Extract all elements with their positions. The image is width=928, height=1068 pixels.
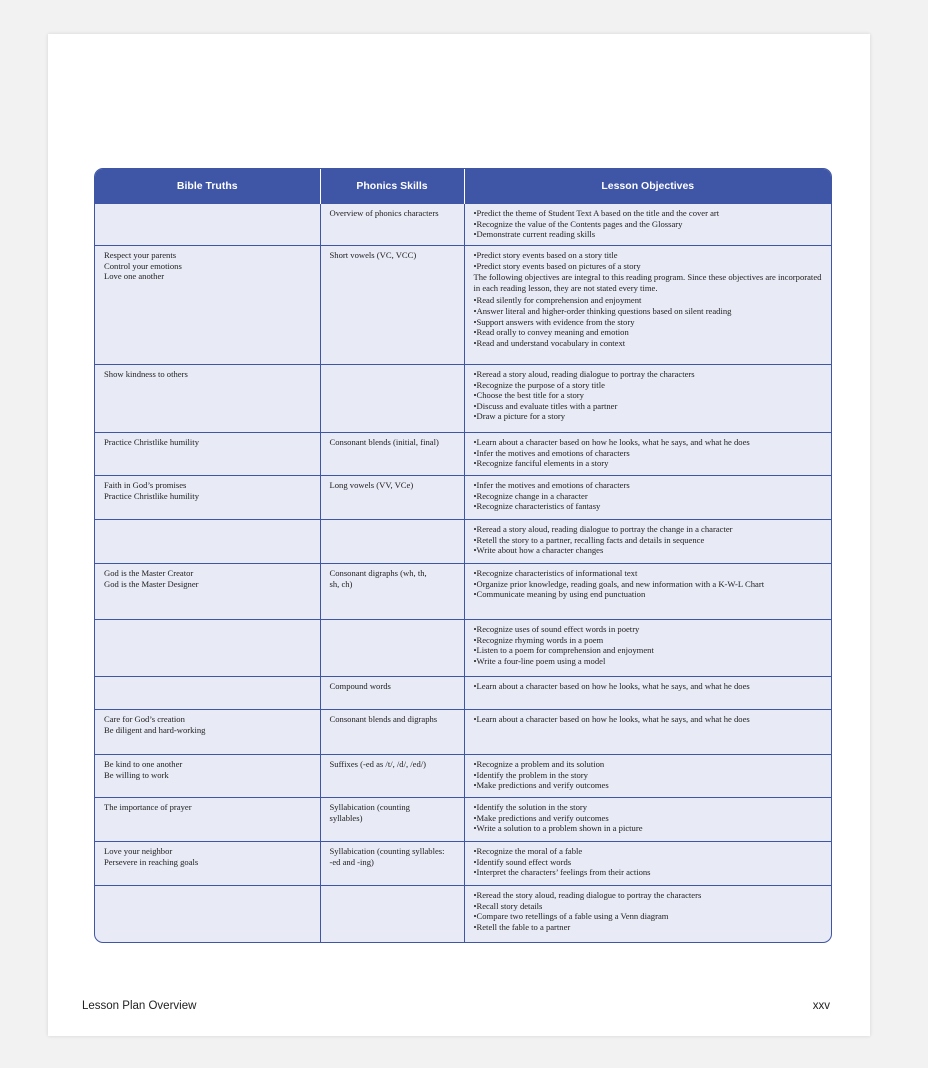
table-row bbox=[95, 620, 831, 677]
objective-item: •Interpret the characters’ feelings from their actions bbox=[473, 867, 651, 878]
phonics-skill-item: Consonant blends and digraphs bbox=[329, 714, 438, 724]
phonics-skill-item: Compound words bbox=[329, 681, 391, 691]
objective-item: •Read and understand vocabulary in context bbox=[473, 337, 626, 348]
bible-truths-cell bbox=[95, 564, 320, 620]
phonics-skill-item: Long vowels (VV, VCe) bbox=[329, 480, 414, 490]
phonics-skills-cell bbox=[320, 798, 464, 842]
phonics-skill-item: syllables) bbox=[329, 812, 363, 823]
phonics-skills-cell bbox=[320, 620, 464, 677]
objective-item: •Recognize the value of the Contents pages and the Glossary bbox=[473, 218, 683, 229]
bible-truth-item: Control your emotions bbox=[104, 260, 182, 271]
lesson-plan-table bbox=[95, 169, 831, 942]
phonics-skills-cell bbox=[320, 433, 464, 476]
table-row bbox=[95, 204, 831, 246]
objective-item: •Discuss and evaluate titles with a partner bbox=[473, 400, 618, 411]
table-row bbox=[95, 246, 831, 365]
lesson-objectives-cell bbox=[464, 564, 831, 620]
bible-truths-cell bbox=[95, 204, 320, 246]
objective-item: •Choose the best title for a story bbox=[473, 390, 584, 401]
objective-item: •Support answers with evidence from the story bbox=[473, 316, 635, 327]
bible-truth-item: Care for God’s creation bbox=[104, 714, 185, 724]
phonics-skill-item: Consonant digraphs (wh, th, bbox=[329, 568, 427, 578]
bible-truth-item: God is the Master Designer bbox=[104, 578, 199, 589]
header-lesson-objectives: Lesson Objectives bbox=[464, 169, 831, 204]
objective-item: •Infer the motives and emotions of characters bbox=[473, 480, 630, 490]
objective-item: •Learn about a character based on how he looks, what he says, and what he does bbox=[473, 681, 750, 691]
objective-item: •Infer the motives and emotions of characters bbox=[473, 447, 630, 458]
phonics-skill-item: Consonant blends (initial, final) bbox=[329, 437, 439, 447]
bible-truths-cell bbox=[95, 842, 320, 886]
objective-item: •Recognize the moral of a fable bbox=[473, 846, 583, 856]
bible-truth-item: Faith in God’s promises bbox=[104, 480, 187, 490]
objective-item: •Make predictions and verify outcomes bbox=[473, 812, 609, 823]
bible-truths-cell bbox=[95, 476, 320, 520]
header-phonics-skills: Phonics Skills bbox=[320, 169, 464, 204]
objective-item: •Identify the problem in the story bbox=[473, 769, 588, 780]
phonics-skills-cell bbox=[320, 886, 464, 942]
objective-item: •Predict the theme of Student Text A based on the title and the cover art bbox=[473, 208, 720, 218]
lesson-objectives-cell bbox=[464, 755, 831, 798]
lesson-objectives-cell bbox=[464, 520, 831, 564]
phonics-skill-item: Overview of phonics characters bbox=[329, 208, 439, 218]
objective-item: •Recognize characteristics of informational text bbox=[473, 568, 638, 578]
objective-item: •Write a four-line poem using a model bbox=[473, 655, 606, 666]
lesson-objectives-cell bbox=[464, 677, 831, 710]
lesson-plan-table-frame bbox=[94, 168, 832, 943]
bible-truths-cell bbox=[95, 520, 320, 564]
table-row bbox=[95, 520, 831, 564]
bible-truth-item: Love your neighbor bbox=[104, 846, 173, 856]
objective-item: •Answer literal and higher-order thinking questions based on silent reading bbox=[473, 305, 732, 316]
bible-truths-cell bbox=[95, 246, 320, 365]
objective-item: •Recall story details bbox=[473, 900, 543, 911]
bible-truths-cell bbox=[95, 620, 320, 677]
objective-item: •Draw a picture for a story bbox=[473, 411, 566, 422]
objective-item: •Recognize uses of sound effect words in poetry bbox=[473, 624, 640, 634]
bible-truths-cell bbox=[95, 798, 320, 842]
objective-item: •Identify sound effect words bbox=[473, 856, 572, 867]
table-body bbox=[95, 204, 831, 942]
table-row bbox=[95, 886, 831, 942]
objective-item: •Write a solution to a problem shown in a picture bbox=[473, 823, 643, 834]
phonics-skills-cell bbox=[320, 842, 464, 886]
bible-truth-item: Practice Christlike humility bbox=[104, 437, 199, 447]
bible-truth-item: Persevere in reaching goals bbox=[104, 856, 199, 867]
phonics-skill-item: Syllabication (counting syllables: bbox=[329, 846, 445, 856]
bible-truths-cell bbox=[95, 365, 320, 433]
phonics-skills-cell bbox=[320, 677, 464, 710]
objective-item: •Communicate meaning by using end punctuation bbox=[473, 589, 646, 600]
table-row bbox=[95, 677, 831, 710]
objective-item: •Learn about a character based on how he looks, what he says, and what he does bbox=[473, 714, 750, 724]
lesson-objectives-cell bbox=[464, 433, 831, 476]
lesson-objectives-cell bbox=[464, 620, 831, 677]
bible-truths-cell bbox=[95, 755, 320, 798]
phonics-skills-cell bbox=[320, 755, 464, 798]
lesson-objectives-cell bbox=[464, 710, 831, 755]
table-row bbox=[95, 842, 831, 886]
phonics-skills-cell bbox=[320, 365, 464, 433]
phonics-skills-cell bbox=[320, 710, 464, 755]
table-row bbox=[95, 476, 831, 520]
phonics-skill-item: Short vowels (VC, VCC) bbox=[329, 250, 417, 260]
document-page bbox=[48, 34, 870, 1036]
bible-truth-item: Be willing to work bbox=[104, 769, 169, 780]
lesson-objectives-cell bbox=[464, 842, 831, 886]
objective-item: •Read silently for comprehension and enjoyment bbox=[473, 295, 642, 306]
objective-item: •Retell the story to a partner, recalling facts and details in sequence bbox=[473, 534, 705, 545]
objective-item: •Recognize characteristics of fantasy bbox=[473, 501, 601, 512]
bible-truth-item: God is the Master Creator bbox=[104, 568, 194, 578]
phonics-skills-cell bbox=[320, 564, 464, 620]
objective-item: •Recognize change in a character bbox=[473, 490, 588, 501]
phonics-skills-cell bbox=[320, 246, 464, 365]
objective-item: •Predict story events based on a story title bbox=[473, 250, 618, 260]
objective-item: •Learn about a character based on how he looks, what he says, and what he does bbox=[473, 437, 750, 447]
phonics-skill-item: Suffixes (-ed as /t/, /d/, /ed/) bbox=[329, 759, 427, 769]
objective-item: •Demonstrate current reading skills bbox=[473, 229, 596, 240]
objective-item: •Compare two retellings of a fable using a Venn diagram bbox=[473, 911, 669, 922]
phonics-skills-cell bbox=[320, 476, 464, 520]
phonics-skill-item: sh, ch) bbox=[329, 578, 353, 589]
bible-truth-item: Respect your parents bbox=[104, 250, 177, 260]
table-row bbox=[95, 564, 831, 620]
objective-item: •Reread a story aloud, reading dialogue to portray the change in a character bbox=[473, 524, 733, 534]
bible-truths-cell bbox=[95, 710, 320, 755]
bible-truth-item: Be diligent and hard-working bbox=[104, 724, 206, 735]
objective-item: •Recognize the purpose of a story title bbox=[473, 379, 605, 390]
lesson-objectives-cell bbox=[464, 886, 831, 942]
bible-truth-item: The importance of prayer bbox=[104, 802, 192, 812]
header-bible-truths: Bible Truths bbox=[95, 169, 320, 204]
objective-item: The following objectives are integral to this reading program. Since these objectives are incorporated in each reading lesson, they are not stated every time. bbox=[473, 272, 822, 293]
objective-item: •Reread the story aloud, reading dialogue to portray the characters bbox=[473, 890, 702, 900]
bible-truth-item: Show kindness to others bbox=[104, 369, 188, 379]
footer-title: Lesson Plan Overview bbox=[82, 1000, 197, 1012]
table-row bbox=[95, 365, 831, 433]
phonics-skill-item: -ed and -ing) bbox=[329, 856, 374, 867]
table-row bbox=[95, 755, 831, 798]
table-row bbox=[95, 710, 831, 755]
lesson-objectives-cell bbox=[464, 246, 831, 365]
bible-truth-item: Be kind to one another bbox=[104, 759, 183, 769]
objective-item: •Recognize a problem and its solution bbox=[473, 759, 605, 769]
bible-truths-cell bbox=[95, 433, 320, 476]
lesson-objectives-cell bbox=[464, 476, 831, 520]
objective-item: •Write about how a character changes bbox=[473, 545, 604, 556]
objective-item: •Organize prior knowledge, reading goals, and new information with a K-W-L Chart bbox=[473, 578, 765, 589]
objective-item: •Recognize rhyming words in a poem bbox=[473, 634, 604, 645]
objective-item: •Recognize fanciful elements in a story bbox=[473, 458, 609, 469]
bible-truths-cell bbox=[95, 886, 320, 942]
objective-item: •Predict story events based on pictures of a story bbox=[473, 260, 641, 271]
table-row bbox=[95, 433, 831, 476]
objective-item: •Identify the solution in the story bbox=[473, 802, 588, 812]
objective-item: •Read orally to convey meaning and emotion bbox=[473, 327, 629, 338]
lesson-objectives-cell bbox=[464, 365, 831, 433]
objective-item: •Reread a story aloud, reading dialogue to portray the characters bbox=[473, 369, 695, 379]
objective-item: •Listen to a poem for comprehension and enjoyment bbox=[473, 645, 654, 656]
bible-truth-item: Practice Christlike humility bbox=[104, 490, 199, 501]
bible-truth-item: Love one another bbox=[104, 271, 165, 282]
bible-truths-cell bbox=[95, 677, 320, 710]
phonics-skills-cell bbox=[320, 520, 464, 564]
lesson-objectives-cell bbox=[464, 798, 831, 842]
lesson-objectives-cell bbox=[464, 204, 831, 246]
table-header-row bbox=[95, 169, 831, 204]
phonics-skill-item: Syllabication (counting bbox=[329, 802, 410, 812]
objective-item: •Make predictions and verify outcomes bbox=[473, 780, 609, 791]
table-row bbox=[95, 798, 831, 842]
phonics-skills-cell bbox=[320, 204, 464, 246]
objective-item: •Retell the fable to a partner bbox=[473, 921, 571, 932]
page-number: xxv bbox=[812, 1000, 830, 1012]
